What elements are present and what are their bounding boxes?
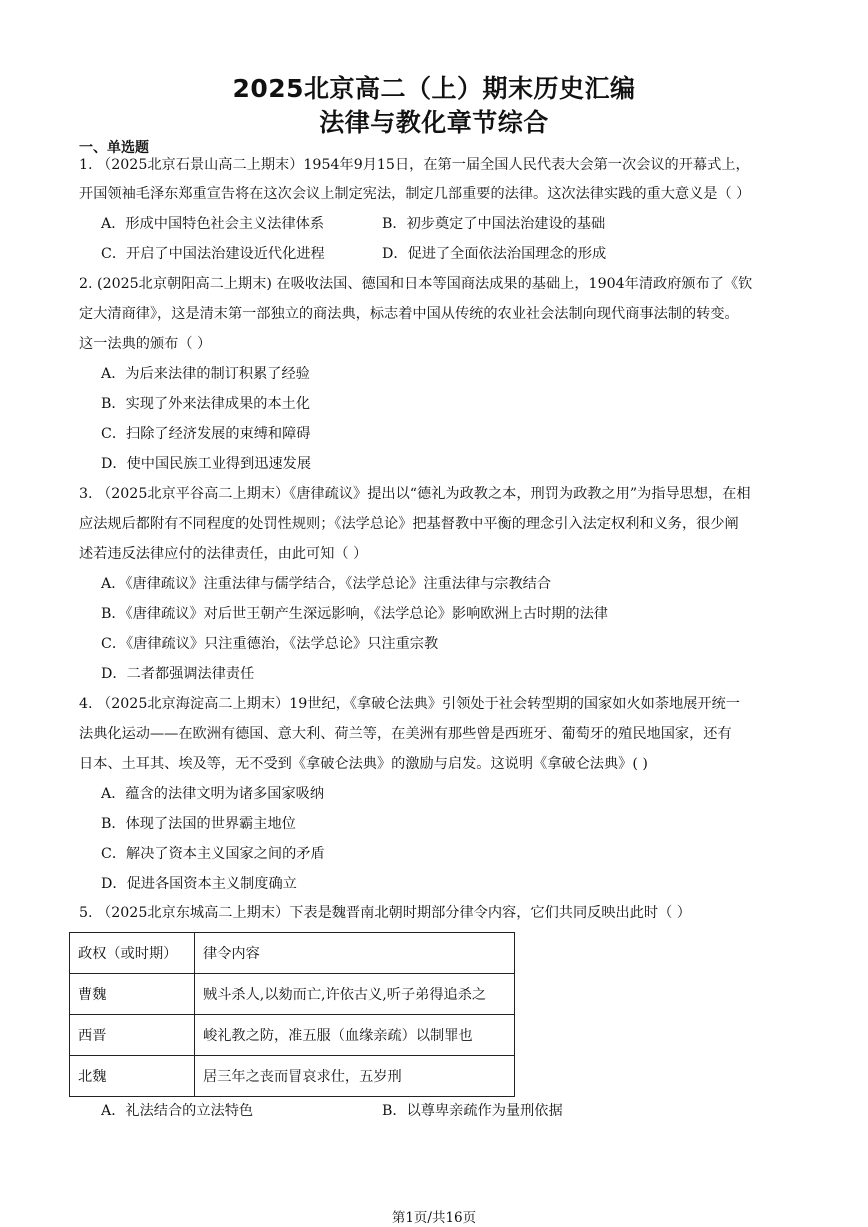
- table-header-cell: 律令内容: [195, 933, 515, 974]
- question-4-option-b: B．体现了法国的世界霸主地位: [101, 816, 296, 832]
- table-cell: 北魏: [70, 1056, 195, 1097]
- table-row: [70, 1015, 515, 1056]
- question-1-option-a: A．形成中国特色社会主义法律体系: [101, 216, 325, 232]
- table-header-row: [70, 933, 515, 974]
- question-4-option-c: C．解决了资本主义国家之间的矛盾: [101, 846, 325, 862]
- question-3-line-1: 3. （2025北京平谷高二上期末）《唐律疏议》提出以“德礼为政教之本，刑罚为政教之用”为指导思想，在相: [79, 486, 751, 502]
- question-5-option-b: B．以尊卑亲疏作为量刑依据: [382, 1103, 563, 1119]
- question-2-line-3: 这一法典的颁布（ ）: [79, 336, 212, 352]
- question-1-line-2: 开国领袖毛泽东郑重宣告将在这次会议上制定宪法，制定几部重要的法律。这次法律实践的重大意义是（ ）: [79, 186, 751, 202]
- page-title: 2025北京高二（上）期末历史汇编: [232, 74, 636, 103]
- question-2-option-b: B．实现了外来法律成果的本土化: [101, 396, 311, 412]
- question-3-line-2: 应法规后都附有不同程度的处罚性规则；《法学总论》把基督教中平衡的理念引入法定权利和义务，很少阐: [79, 516, 739, 532]
- table-row: [70, 974, 515, 1015]
- table-cell: 西晋: [70, 1015, 195, 1056]
- question-4-line-1: 4. （2025北京海淀高二上期末）19世纪，《拿破仑法典》引领处于社会转型期的国家如火如荼地展开统一: [79, 696, 740, 712]
- question-3-option-a: A．《唐律疏议》注重法律与儒学结合，《法学总论》注重法律与宗教结合: [101, 576, 552, 592]
- question-2-option-d: D．使中国民族工业得到迅速发展: [101, 456, 312, 472]
- question-4-option-a: A．蕴含的法律文明为诸多国家吸纳: [101, 786, 325, 802]
- question-4-line-2: 法典化运动——在欧洲有德国、意大利、荷兰等，在美洲有那些曾是西班牙、葡萄牙的殖民地国家，还有: [79, 726, 732, 742]
- question-3-line-3: 述若违反法律应付的法律责任，由此可知（ ）: [79, 546, 368, 562]
- question-1-option-d: D．促进了全面依法治国理念的形成: [382, 246, 607, 262]
- table-row: [70, 1056, 515, 1097]
- table-cell: 贼斗杀人,以劾而亡,许依古义,听子弟得追杀之: [195, 974, 515, 1015]
- page-subtitle: 法律与教化章节综合: [319, 108, 549, 137]
- question-1-option-b: B．初步奠定了中国法治建设的基础: [382, 216, 606, 232]
- law-table: [69, 932, 515, 1097]
- question-2-option-c: C．扫除了经济发展的束缚和障碍: [101, 426, 311, 442]
- question-2-option-a: A．为后来法律的制订积累了经验: [101, 366, 310, 382]
- question-1-line-1: 1. （2025北京石景山高二上期末）1954年9月15日，在第一届全国人民代表大会第一次会议的开幕式上，: [79, 157, 750, 173]
- question-2-line-1: 2. (2025北京朝阳高二上期末) 在吸收法国、德国和日本等国商法成果的基础上，1904年清政府颁布了《钦: [79, 276, 753, 292]
- question-5-option-a: A．礼法结合的立法特色: [101, 1103, 254, 1119]
- question-2-line-2: 定大清商律》，这是清末第一部独立的商法典，标志着中国从传统的农业社会法制向现代商事法制的转变。: [79, 306, 739, 322]
- question-3-option-b: B．《唐律疏议》对后世王朝产生深远影响，《法学总论》影响欧洲上古时期的法律: [101, 606, 608, 622]
- question-5-line-1: 5. （2025北京东城高二上期末）下表是魏晋南北朝时期部分律令内容，它们共同反映出此时（ ）: [79, 905, 691, 921]
- question-3-option-c: C．《唐律疏议》只注重德治，《法学总论》只注重宗教: [101, 636, 439, 652]
- question-4-option-d: D．促进各国资本主义制度确立: [101, 876, 297, 892]
- table-cell: 峻礼教之防，准五服（血缘亲疏）以制罪也: [195, 1015, 515, 1056]
- table-cell: 居三年之丧而冒哀求仕，五岁刑: [195, 1056, 515, 1097]
- section-heading: 一、单选题: [79, 140, 149, 156]
- page-number: 第1页/共16页: [391, 1210, 477, 1226]
- question-3-option-d: D．二者都强调法律责任: [101, 666, 255, 682]
- table-cell: 曹魏: [70, 974, 195, 1015]
- table-header-cell: 政权（或时期）: [70, 933, 195, 974]
- question-4-line-3: 日本、土耳其、埃及等，无不受到《拿破仑法典》的激励与启发。这说明《拿破仑法典》( ): [79, 756, 648, 772]
- question-1-option-c: C．开启了中国法治建设近代化进程: [101, 246, 325, 262]
